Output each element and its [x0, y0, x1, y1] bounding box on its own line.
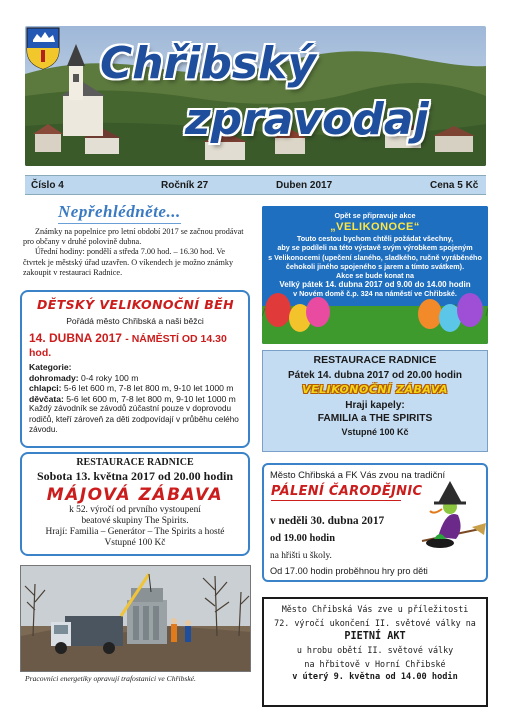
- easter-exhibition-place: v Novém domě č.p. 324 na náměstí ve Chřibské.: [293, 289, 457, 299]
- easter-exhibition-box: [262, 206, 488, 344]
- easter-party-entry: Vstupné 100 Kč: [341, 427, 409, 437]
- issue-number: Číslo 4: [31, 179, 64, 191]
- memorial-line-4: na hřbitově v Horní Chřibské: [304, 658, 446, 669]
- memorial-date: v úterý 9. května od 14.00 hodin: [292, 672, 458, 683]
- easter-run-date-text: 14. DUBNA 2017: [29, 331, 122, 345]
- witches-title-text: PÁLENÍ ČARODĚJNIC: [271, 484, 423, 499]
- notice-heading-text: Nepřehlédněte...: [58, 202, 181, 221]
- easter-party-when: Pátek 14. dubna 2017 od 20.00 hodin: [288, 370, 462, 381]
- memorial-box: [262, 597, 488, 707]
- easter-party-box: [262, 350, 488, 452]
- category-text: 5-6 let 600 m, 7-8 let 800 m, 9-10 let 1000 m: [61, 383, 234, 394]
- notice-paragraph-2: Úřední hodiny: pondělí a středa 7.00 hod. – 16.30 hod. Ve čtvrtek je městský úřad uzavřen. O víkendech je možno známky zakoupit v restauraci Radnice.: [23, 247, 234, 277]
- easter-run-note: Každý závodník se závodů zúčastní pouze v doprovodu rodičů, kteří zároveň za děti zodpovídají v průběhu celého závodu.: [29, 404, 239, 434]
- easter-exhibition-title: „VELIKONOCE“: [330, 221, 420, 234]
- coat-of-arms-icon: [25, 26, 61, 70]
- notice-paragraph-1: Známky na popelnice pro letní období 2017 se začnou prodávat pro občany v druhé polovině dubna.: [23, 227, 244, 247]
- witches-burning-box: [262, 463, 488, 582]
- may-party-entry: Vstupné 100 Kč: [104, 538, 166, 548]
- easter-run-categories: [29, 362, 241, 404]
- memorial-line-1: Město Chřibská Vás zve u příležitosti: [281, 604, 469, 614]
- photo-caption: Pracovníci energetiky opravují trafostanici ve Chřibské.: [25, 674, 196, 683]
- category-label: děvčata:: [29, 393, 64, 404]
- issue-info-bar: [25, 175, 486, 195]
- easter-party-title: VELIKONOČNÍ ZÁBAVA: [302, 383, 448, 396]
- easter-run-date: [29, 331, 241, 359]
- witches-place: na hřišti u školy.: [270, 551, 332, 561]
- witches-title: [271, 484, 422, 501]
- issue-date: Duben 2017: [276, 179, 333, 191]
- witch-icon: [416, 479, 486, 549]
- transformer-photo-image: [21, 566, 251, 672]
- easter-run-title: DĚTSKÝ VELIKONOČNÍ BĚH: [37, 297, 234, 312]
- may-party-line-1: k 52. výročí od prvního vystoupení: [69, 505, 201, 515]
- easter-run-box: [20, 290, 250, 448]
- memorial-line-3: u hrobu obětí II. světové války: [296, 645, 454, 656]
- witches-title-underline: [271, 500, 401, 501]
- category-row: [29, 373, 241, 384]
- witches-date: v neděli 30. dubna 2017: [270, 515, 385, 527]
- easter-exhibition-desc-4: čehokoli jiného spojeného s jarem a tímto svátkem).: [285, 261, 465, 271]
- masthead: [25, 26, 486, 166]
- notice-heading-underline: [58, 223, 181, 224]
- easter-exhibition-desc-1: Touto cestou bychom chtěli požádat všechny,: [296, 234, 454, 244]
- easter-exhibition-desc-2: aby se podíleli na této výstavě svým výrobkem spojeným: [277, 243, 473, 253]
- categories-label: Kategorie:: [29, 362, 72, 372]
- memorial-title: PIETNÍ AKT: [344, 631, 406, 643]
- issue-volume: Ročník 27: [161, 179, 209, 191]
- category-label: dohromady:: [29, 372, 79, 383]
- masthead-title-line-2: zpravodaj: [185, 94, 429, 145]
- may-party-line-2: beatové skupiny The Spirits.: [81, 516, 189, 526]
- easter-exhibition-desc-5: Akce se bude konat na: [336, 271, 414, 281]
- may-party-when: Sobota 13. května 2017 od 20.00 hodin: [36, 469, 234, 483]
- masthead-title-line-1: Chřibský: [100, 38, 317, 89]
- memorial-line-2: 72. výročí ukončení II. světové války na: [274, 617, 476, 628]
- easter-party-bands: FAMILIA a THE SPIRITS: [317, 413, 433, 424]
- easter-exhibition-desc-3: s Velikonocemi (upečení slaného, sladkého, ručně vyráběného: [268, 252, 482, 262]
- witches-games: Od 17.00 hodin proběhnou hry pro děti: [270, 566, 428, 576]
- easter-exhibition-date: Velký pátek 14. dubna 2017 od 9.00 do 14.00 hodin: [279, 280, 471, 290]
- easter-party-venue: RESTAURACE RADNICE: [313, 354, 437, 366]
- category-row: [29, 383, 241, 394]
- issue-price: Cena 5 Kč: [430, 179, 479, 191]
- notice-text: [23, 227, 249, 278]
- easter-exhibition-text: [262, 211, 488, 299]
- notice-heading: [58, 202, 181, 224]
- may-party-venue: RESTAURACE RADNICE: [76, 457, 194, 468]
- category-row: [29, 394, 241, 405]
- may-party-box: [20, 452, 250, 556]
- witches-intro: Město Chřibská a FK Vás zvou na tradiční: [270, 469, 446, 480]
- category-label: chlapci:: [29, 383, 62, 394]
- easter-party-bands-label: Hraji kapely:: [345, 400, 405, 411]
- easter-run-subtitle: Pořádá město Chřibská a naši běžci: [66, 316, 204, 326]
- easter-exhibition-intro: Opět se připravuje akce: [334, 211, 416, 220]
- easter-run-place-time: - NÁMĚSTÍ OD 14.30 hod.: [29, 333, 227, 359]
- witches-time: od 19.00 hodin: [270, 533, 335, 544]
- transformer-photo: [20, 565, 251, 672]
- may-party-title: MÁJOVÁ ZÁBAVA: [46, 485, 224, 505]
- category-text: 0-4 roky 100 m: [78, 372, 139, 383]
- may-party-line-3: Hrají: Familia – Generátor – The Spirits a hosté: [45, 527, 225, 537]
- category-text: 5-6 let 600 m, 7-8 let 800 m, 9-10 let 1000 m: [63, 393, 236, 404]
